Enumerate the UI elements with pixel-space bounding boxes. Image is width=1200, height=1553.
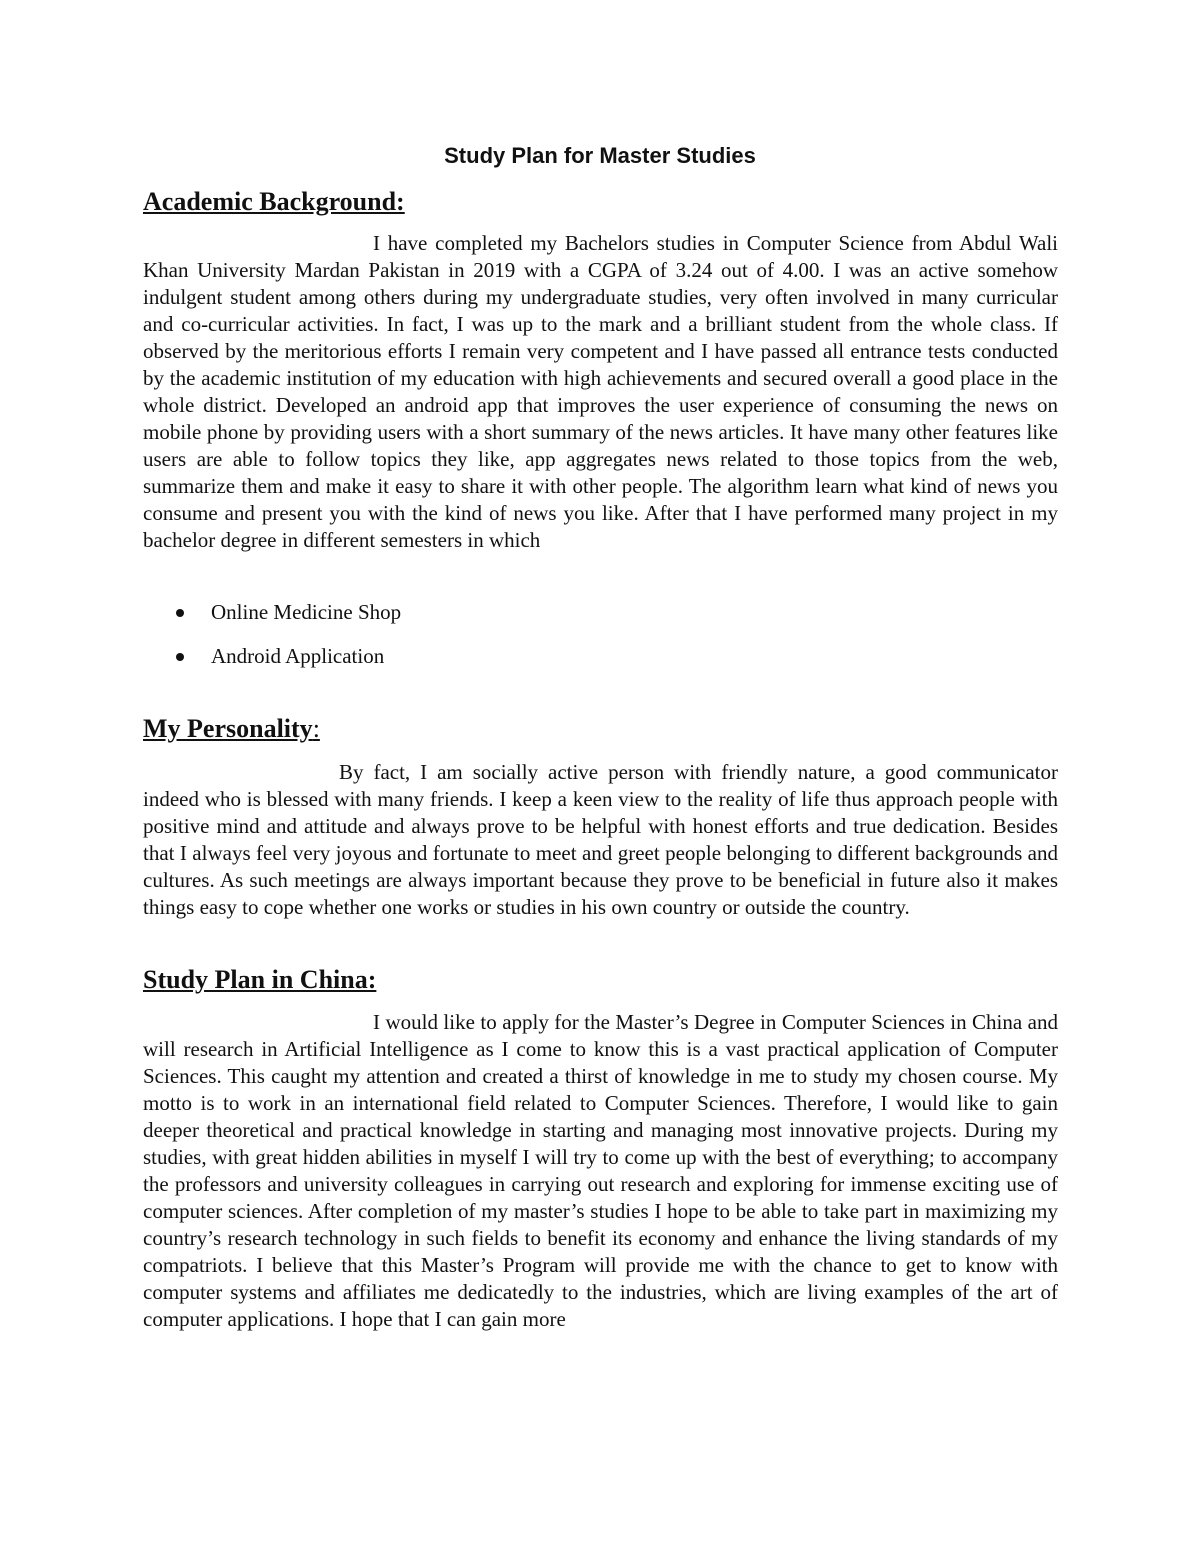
study-plan-china-paragraph: I would like to apply for the Master’s Degree in Computer Sciences in China and will research in Artificial Intelligence as I come to know this is a vast practical application of Computer Sciences. This caught my attention and created a thirst of knowledge in me to study my chosen course. My motto is to work in an international field related to Computer Sciences. Therefore, I would like to gain deeper theoretical and practical knowledge in starting and managing most innovative projects. During my studies, with great hidden abilities in myself I will try to come up with the best of everything; to accompany the professors and university colleagues in carrying out research and exploring for immense exciting use of computer sciences. After completion of my master’s studies I hope to be able to take part in maximizing my country’s research technology in such fields to benefit its economy and enhance the living standards of my compatriots. I believe that this Master’s Program will provide me with the chance to get to know with computer systems and affiliates me dedicatedly to the industries, which are living examples of the art of computer applications. I hope that I can gain more: [143, 1010, 1058, 1331]
bullet-icon: [176, 609, 184, 617]
list-item: [143, 599, 1058, 643]
document-title: Study Plan for Master Studies: [444, 143, 756, 168]
academic-background-heading: Academic Background:: [143, 187, 405, 216]
list-item: [143, 643, 1058, 687]
bullet-icon: [176, 653, 184, 661]
my-personality-paragraph: By fact, I am socially active person with friendly nature, a good communicator indeed who is blessed with many friends. I keep a keen view to the reality of life thus approach people with positive mind and attitude and always prove to be helpful with honest efforts and true dedication. Besides that I always feel very joyous and fortunate to meet and greet people belonging to different backgrounds and cultures. As such meetings are always important because they prove to be beneficial in future also it makes things easy to cope whether one works or studies in his own country or outside the country.: [143, 760, 1058, 919]
my-personality-heading-text: My Personality: [143, 714, 313, 743]
my-personality-heading-colon: :: [312, 714, 320, 743]
my-personality-heading: [143, 713, 320, 745]
project-list: [143, 599, 1058, 687]
academic-background-paragraph: I have completed my Bachelors studies in Computer Science from Abdul Wali Khan University Mardan Pakistan in 2019 with a CGPA of 3.24 out of 4.00. I was an active somehow indulgent student among others during my undergraduate studies, very often involved in many curricular and co-curricular activities. In fact, I was up to the mark and a brilliant student from the whole class. If observed by the meritorious efforts I remain very competent and I have passed all entrance tests conducted by the academic institution of my education with high achievements and secured overall a good place in the whole district. Developed an android app that improves the user experience of consuming the news on mobile phone by providing users with a short summary of the news articles. It have many other features like users are able to follow topics they like, app aggregates news related to those topics from the web, summarize them and make it easy to share it with other people. The algorithm learn what kind of news you consume and present you with the kind of news you like. After that I have performed many project in my bachelor degree in different semesters in which: [143, 231, 1058, 552]
project-item-label: Online Medicine Shop: [211, 600, 402, 624]
study-plan-china-heading: Study Plan in China:: [143, 965, 377, 994]
project-item-label: Android Application: [211, 644, 385, 668]
